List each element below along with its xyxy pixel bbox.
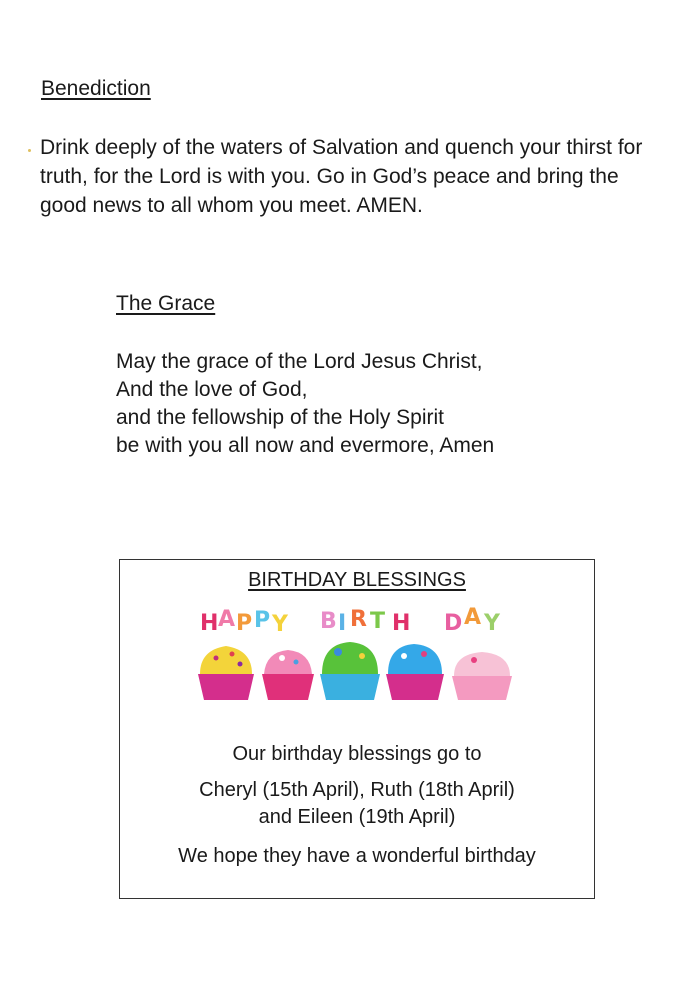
birthday-intro: Our birthday blessings go to	[232, 743, 482, 765]
grace-line: and the fellowship of the Holy Spirit	[116, 406, 445, 429]
svg-text:I: I	[338, 611, 347, 636]
grace-line: May the grace of the Lord Jesus Christ,	[116, 350, 483, 373]
grace-text	[116, 348, 494, 460]
birthday-names-line-2: and Eileen (19th April)	[258, 806, 456, 828]
birthday-blessings-box	[119, 559, 595, 899]
svg-text:H: H	[200, 611, 219, 636]
birthday-title: BIRTHDAY BLESSINGS	[248, 569, 466, 591]
svg-text:B: B	[320, 609, 337, 634]
svg-text:A: A	[218, 607, 236, 632]
svg-text:D: D	[444, 611, 463, 636]
svg-text:P: P	[236, 611, 253, 636]
birthday-closing: We hope they have a wonderful birthday	[178, 845, 536, 867]
grace-heading: The Grace	[116, 292, 216, 315]
svg-text:Y: Y	[484, 611, 500, 636]
svg-text:A: A	[464, 605, 482, 630]
svg-text:H: H	[392, 611, 411, 636]
benediction-heading: Benediction	[41, 77, 151, 100]
benediction-text: Drink deeply of the waters of Salvation and quench your thirst for truth, for the Lord is with you. Go in God’s peace and bring the good news to all whom you meet. AMEN.	[40, 136, 643, 217]
grace-line: And the love of God,	[116, 378, 308, 401]
grace-line: be with you all now and evermore, Amen	[116, 434, 495, 457]
svg-text:P: P	[254, 608, 271, 633]
speck-mark	[28, 149, 31, 152]
happy-birthday-cupcakes-image	[192, 600, 526, 700]
svg-text:Y: Y	[272, 612, 288, 637]
svg-text:T: T	[370, 609, 386, 634]
birthday-names-line-1: Cheryl (15th April), Ruth (18th April)	[199, 779, 515, 801]
svg-text:R: R	[350, 607, 367, 632]
